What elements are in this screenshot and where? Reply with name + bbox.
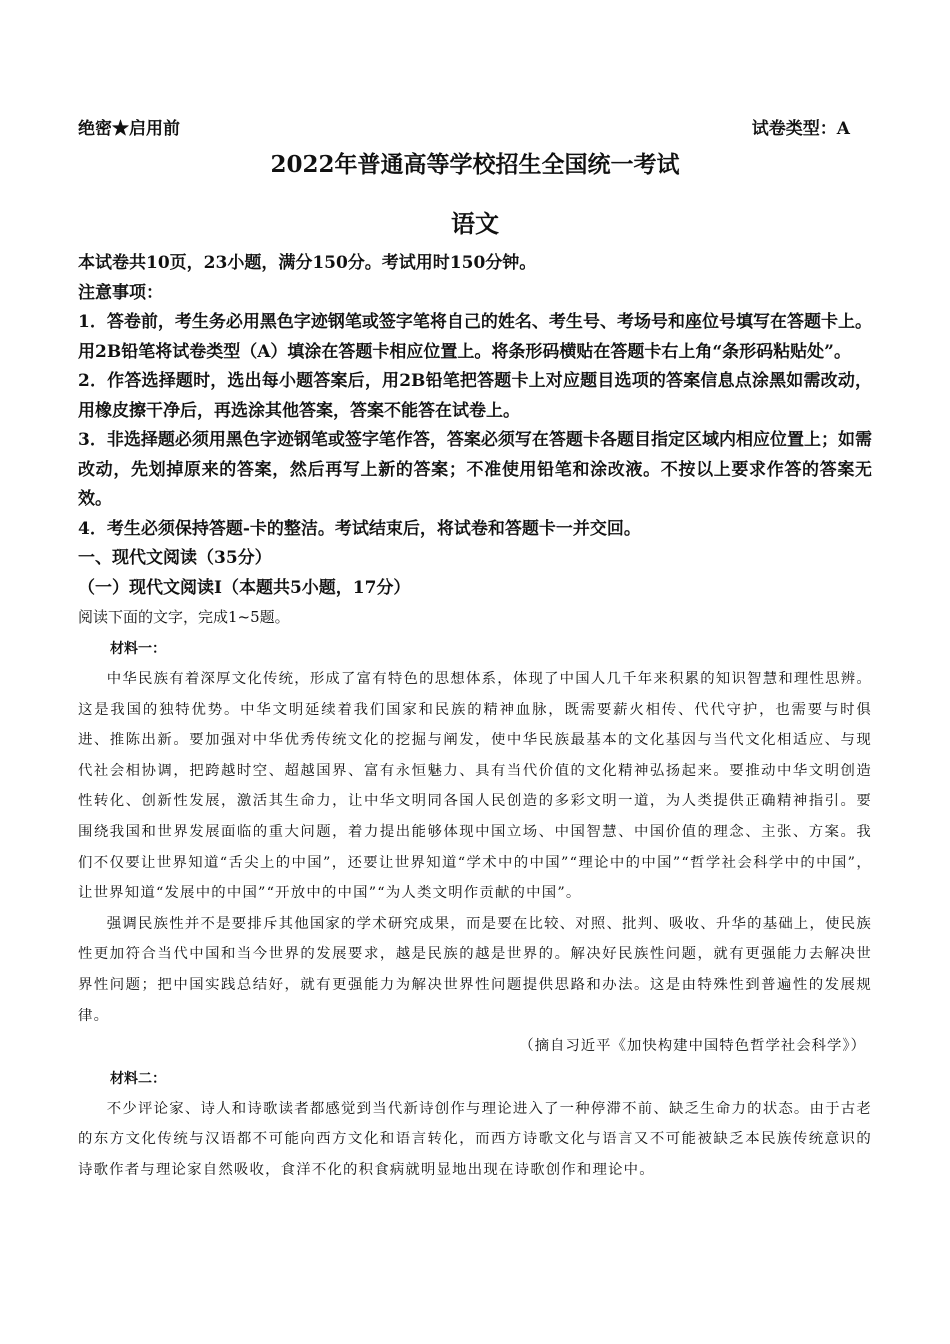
exam-title: 2022年普通高等学校招生全国统一考试 bbox=[270, 151, 680, 178]
subject-title: 语文 bbox=[451, 209, 499, 238]
paper-type: 试卷类型：A bbox=[751, 119, 850, 139]
material-two-paragraph: 不少评论家、诗人和诗歌读者都感觉到当代新诗创作与理论进入了一种停滞不前、缺乏生命力的状态。由于古老的东方文化传统与汉语都不可能向西方文化和语言转化，而西方诗歌文化与语言又不可能被缺乏本民族传统意识的诗歌作者与理论家自然吸收，食洋不化的积食病就明显地出现在诗歌创作和理论中。 bbox=[78, 1100, 872, 1178]
exam-content bbox=[78, 249, 872, 1186]
note-item: 1．答卷前，考生务必用黑色字迹钢笔或签字笔将自己的姓名、考生号、考场号和座位号填写在答题卡上。用2B铅笔将试卷类型（A）填涂在答题卡相应位置上。将条形码横贴在答题卡右上角“条形码粘贴处”。 bbox=[78, 312, 872, 362]
secret-mark: 绝密★启用前 bbox=[78, 119, 180, 139]
material-one-paragraph: 中华民族有着深厚文化传统，形成了富有特色的思想体系，体现了中国人几千年来积累的知识智慧和理性思辨。这是我国的独特优势。中华文明延续着我们国家和民族的精神血脉，既需要薪火相传、代代守护，也需要与时俱进、推陈出新。要加强对中华优秀传统文化的挖掘与阐发，使中华民族最基本的文化基因与当代文化相适应、与现代社会相协调，把跨越时空、超越国界、富有永恒魅力、具有当代价值的文化精神弘扬起来。要推动中华文明创造性转化、创新性发展，激活其生命力，让中华文明同各国人民创造的多彩文明一道，为人类提供正确精神指引。要围绕我国和世界发展面临的重大问题，着力提出能够体现中国立场、中国智慧、中国价值的理念、主张、方案。我们不仅要让世界知道“舌尖上的中国”，还要让世界知道“学术中的中国”“理论中的中国”“哲学社会科学中的中国”，让世界知道“发展中的中国”“开放中的中国”“为人类文明作贡献的中国”。 bbox=[78, 671, 872, 902]
material-two-label: 材料二： bbox=[110, 1070, 166, 1087]
section-subtitle: （一）现代文阅读Ⅰ（本题共5小题，17分） bbox=[78, 577, 411, 598]
material-one-label: 材料一： bbox=[110, 641, 166, 657]
header-row bbox=[78, 114, 850, 139]
section-title: 一、现代文阅读（35分） bbox=[78, 548, 272, 568]
note-item: 3．非选择题必须用黑色字迹钢笔或签字笔作答，答案必须写在答题卡各题目指定区域内相应位置上；如需改动，先划掉原来的答案，然后再写上新的答案；不准使用铅笔和涂改液。不按以上要求作答的答案无效。 bbox=[78, 430, 872, 509]
note-item: 4．考生必须保持答题-卡的整洁。考试结束后，将试卷和答题卡一并交回。 bbox=[78, 518, 641, 539]
notes-title: 注意事项： bbox=[78, 282, 163, 303]
material-one-paragraph: 强调民族性并不是要排斥其他国家的学术研究成果，而是要在比较、对照、批判、吸收、升华的基础上，使民族性更加符合当代中国和当今世界的发展要求，越是民族的越是世界的。解决好民族性问题，就有更强能力去解决世界性问题；把中国实践总结好，就有更强能力为解决世界性问题提供思路和办法。这是由特殊性到普遍性的发展规律。 bbox=[78, 915, 872, 1024]
material-one-source: （摘自习近平《加快构建中国特色哲学社会科学》） bbox=[519, 1038, 866, 1055]
reading-instruction: 阅读下面的文字，完成1~5题。 bbox=[78, 608, 290, 626]
exam-summary: 本试卷共10页，23小题，满分150分。考试用时150分钟。 bbox=[78, 253, 537, 273]
note-item: 2．作答选择题时，选出每小题答案后，用2B铅笔把答题卡上对应题目选项的答案信息点涂黑如需改动，用橡皮擦干净后，再选涂其他答案，答案不能答在试卷上。 bbox=[78, 371, 872, 421]
